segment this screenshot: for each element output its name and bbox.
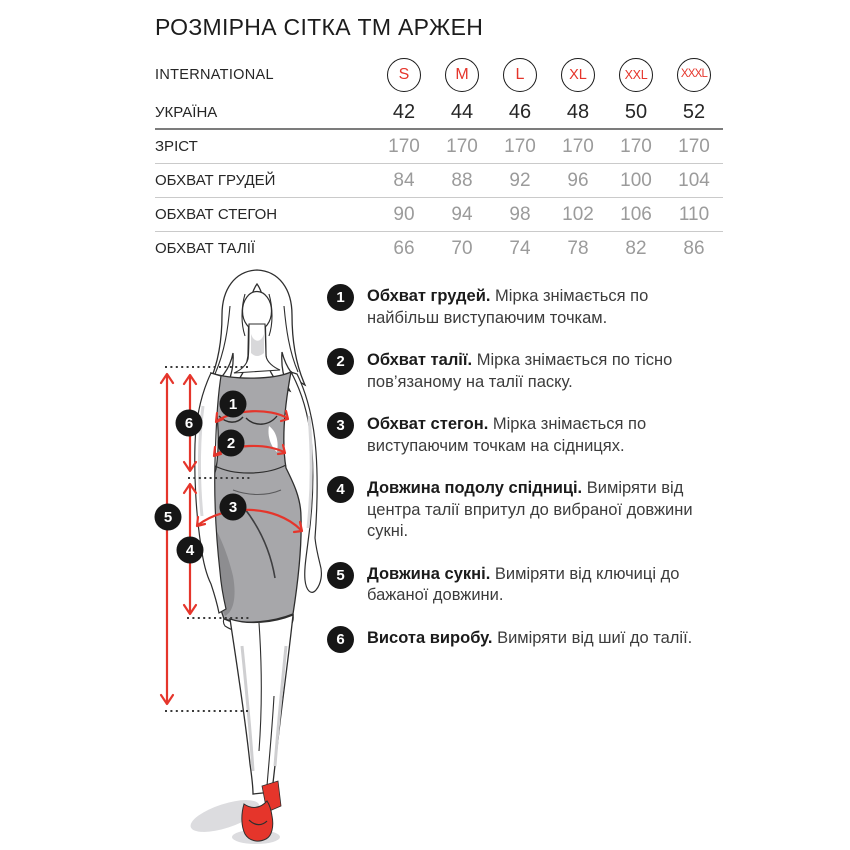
legend-item-2 <box>327 350 721 393</box>
row-label-international: INTERNATIONAL <box>155 67 274 83</box>
size-cell <box>375 58 433 92</box>
row-label: ОБХВАТ СТЕГОН <box>155 206 278 223</box>
table-row-international <box>155 53 723 97</box>
value-cell: 170 <box>446 135 478 157</box>
value-cell: 90 <box>393 203 415 225</box>
value-cell: 104 <box>678 169 710 191</box>
legend-badge-4: 4 <box>327 476 354 503</box>
legend-text-4 <box>367 478 721 543</box>
size-table <box>155 53 723 265</box>
legend-description: Виміряти від шиї до талії. <box>497 628 693 647</box>
value-cell: 78 <box>567 237 589 259</box>
value-cell: 82 <box>625 237 647 259</box>
legend-text-2 <box>367 350 721 393</box>
measurement-figure <box>145 266 345 850</box>
marker-3: 3 <box>228 499 238 516</box>
value-cell: 98 <box>509 203 531 225</box>
value-cell: 48 <box>566 101 590 123</box>
row-label: ОБХВАТ ТАЛІЇ <box>155 240 256 257</box>
size-badge-s: S <box>387 58 421 92</box>
legend-description: Виміряти від ключиці до бажаної довжини. <box>367 564 680 604</box>
value-cell: 170 <box>620 135 652 157</box>
value-cell: 84 <box>393 169 415 191</box>
legend-badge-1: 1 <box>327 284 354 311</box>
marker-1: 1 <box>228 396 238 413</box>
value-cell: 70 <box>451 237 473 259</box>
legend-badge-3: 3 <box>327 412 354 439</box>
value-cell: 110 <box>678 203 710 225</box>
size-badge-l: L <box>503 58 537 92</box>
value-cell: 46 <box>508 101 532 123</box>
legend-item-4 <box>327 478 721 543</box>
size-cell <box>433 58 491 92</box>
value-cell: 42 <box>392 101 416 123</box>
row-label-ukraine: УКРАЇНА <box>155 104 218 121</box>
legend-term: Обхват талії. <box>367 351 473 369</box>
marker-6: 6 <box>184 415 194 432</box>
value-cell: 100 <box>620 169 652 191</box>
size-badge-xxxl: XXXL <box>677 58 711 92</box>
value-cell: 170 <box>504 135 536 157</box>
front-shoe <box>242 801 273 841</box>
row-label: ОБХВАТ ГРУДЕЙ <box>155 172 276 189</box>
page-title: РОЗМІРНА СІТКА ТМ АРЖЕН <box>155 14 484 40</box>
size-cell <box>607 58 665 92</box>
legend-item-6 <box>327 628 721 653</box>
table-row-ukraine <box>155 97 723 128</box>
value-cell: 170 <box>678 135 710 157</box>
size-badge-xxl: XXL <box>619 58 653 92</box>
legend-badge-2: 2 <box>327 348 354 375</box>
table-row-waist <box>155 231 723 265</box>
table-row-bust <box>155 163 723 197</box>
value-cell: 50 <box>624 101 648 123</box>
legend-item-5 <box>327 564 721 607</box>
legend-badge-5: 5 <box>327 562 354 589</box>
row-label: ЗРІСТ <box>155 138 198 155</box>
size-cell <box>491 58 549 92</box>
value-cell: 66 <box>393 237 415 259</box>
legend-description: Мірка знімається по виступаючим точкам на сідницях. <box>367 415 647 455</box>
size-badge-m: M <box>445 58 479 92</box>
value-cell: 106 <box>620 203 652 225</box>
value-cell: 96 <box>567 169 589 191</box>
marker-2: 2 <box>226 435 236 452</box>
table-row-height <box>155 128 723 163</box>
marker-5: 5 <box>163 509 173 526</box>
value-cell: 170 <box>388 135 420 157</box>
value-cell: 88 <box>451 169 473 191</box>
legend-text-6 <box>367 628 692 650</box>
value-cell: 94 <box>451 203 473 225</box>
legend-term: Довжина сукні. <box>367 564 491 583</box>
value-cell: 52 <box>682 101 706 123</box>
value-cell: 170 <box>562 135 594 157</box>
size-badge-xl: XL <box>561 58 595 92</box>
marker-4: 4 <box>185 542 195 559</box>
measurement-legend <box>327 286 721 674</box>
legend-item-1 <box>327 286 721 329</box>
value-cell: 102 <box>562 203 594 225</box>
legend-term: Довжина подолу спідниці. <box>367 479 583 497</box>
legend-term: Обхват стегон. <box>367 415 489 433</box>
value-cell: 44 <box>450 101 474 123</box>
legend-text-5 <box>367 564 721 607</box>
table-row-hips <box>155 197 723 231</box>
woman-illustration <box>184 270 321 844</box>
legend-description: Виміряти від центра талії впритул до вибраної довжини сукні. <box>367 479 693 540</box>
legend-item-3 <box>327 414 721 457</box>
legend-text-3 <box>367 414 721 457</box>
value-cell: 92 <box>509 169 531 191</box>
legend-text-1 <box>367 286 721 329</box>
legend-term: Обхват грудей. <box>367 287 491 305</box>
value-cell: 86 <box>683 237 705 259</box>
legend-term: Висота виробу. <box>367 628 493 647</box>
legend-description: Мірка знімається по найбільш виступаючим точкам. <box>367 287 649 327</box>
size-cell <box>549 58 607 92</box>
size-cell <box>665 58 723 92</box>
legend-badge-6: 6 <box>327 626 354 653</box>
legend-description: Мірка знімається по тісно пов’язаному на талії паску. <box>367 351 673 391</box>
value-cell: 74 <box>509 237 531 259</box>
